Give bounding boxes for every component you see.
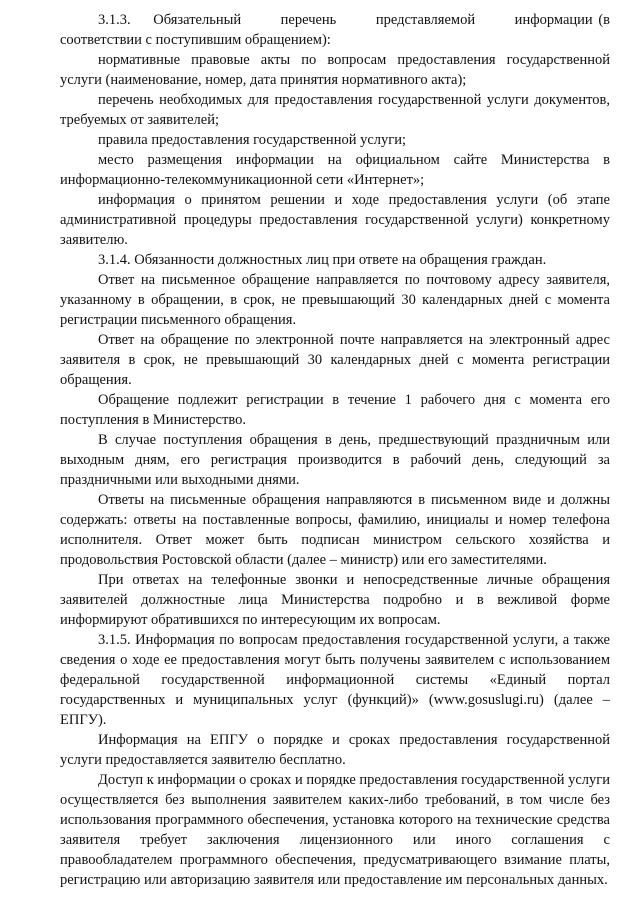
paragraph-written-reply: Ответ на письменное обращение направляется по почтовому адресу заявителя, указанному в обращении, в срок, не превышающий 30 календарных дней с момента регистрации письменного обращения.: [60, 272, 610, 328]
paragraph-access-conditions: Доступ к информации о сроках и порядке предоставления государственной услуги осуществляется без выполнения заявителем каких-либо требований, в том числе без использования программного обеспечения, установка которого на технические средства заявителя требует заключения лицензионного или иного соглашения с правообладателем программного обеспечения, предусматривающего взимание платы, регистрацию или авторизацию заявителя или предоставление им персональных данных.: [60, 772, 610, 888]
paragraph-registration: Обращение подлежит регистрации в течение 1 рабочего дня с момента его поступления в Министерство.: [60, 392, 610, 428]
paragraph-holiday-registration: В случае поступления обращения в день, предшествующий праздничным или выходным дням, его регистрация производится в рабочий день, следующий за праздничными или выходными днями.: [60, 432, 610, 488]
paragraph-epgu-free: Информация на ЕПГУ о порядке и сроках предоставления государственной услуги предоставляется заявителю бесплатно.: [60, 732, 610, 768]
paragraph-required-documents: перечень необходимых для предоставления государственной услуги документов, требуемых от заявителей;: [60, 92, 610, 128]
paragraph-3-1-3-heading: 3.1.3. Обязательный перечень представляемой информации (в соответствии с поступившим обращением):: [60, 12, 610, 48]
paragraph-decision-info: информация о принятом решении и ходе предоставления услуги (об этапе административной процедуры предоставления государственной услуги) конкретному заявителю.: [60, 192, 610, 248]
paragraph-service-rules: правила предоставления государственной услуги;: [98, 132, 406, 148]
paragraph-legal-acts: нормативные правовые акты по вопросам предоставления государственной услуги (наименование, номер, дата принятия нормативного акта);: [60, 52, 610, 88]
paragraph-3-1-5-epgu: 3.1.5. Информация по вопросам предоставления государственной услуги, а также сведения о ходе ее предоставления могут быть получены заявителем с использованием федеральной государственной информационной системы «Единый портал государственных и муниципальных услуг (функций)» (www.gosuslugi.ru) (далее – ЕПГУ).: [60, 632, 610, 728]
paragraph-phone-calls: При ответах на телефонные звонки и непосредственные личные обращения заявителей должностные лица Министерства подробно и в вежливой форме информируют обратившихся по интересующим их вопросам.: [60, 572, 610, 628]
paragraph-email-reply: Ответ на обращение по электронной почте направляется на электронный адрес заявителя в срок, не превышающий 30 календарных дней с момента регистрации обращения.: [60, 332, 610, 388]
document-body: [60, 10, 610, 890]
paragraph-website-location: место размещения информации на официальном сайте Министерства в информационно-телекоммуникационной сети «Интернет»;: [60, 152, 610, 188]
paragraph-3-1-4-heading: 3.1.4. Обязанности должностных лиц при ответе на обращения граждан.: [98, 252, 547, 268]
paragraph-reply-contents: Ответы на письменные обращения направляются в письменном виде и должны содержать: ответы на поставленные вопросы, фамилию, инициалы и номер телефона исполнителя. Ответ может быть подписан министром сельского хозяйства и продовольствия Ростовской области (далее – министр) или его заместителями.: [60, 492, 610, 568]
